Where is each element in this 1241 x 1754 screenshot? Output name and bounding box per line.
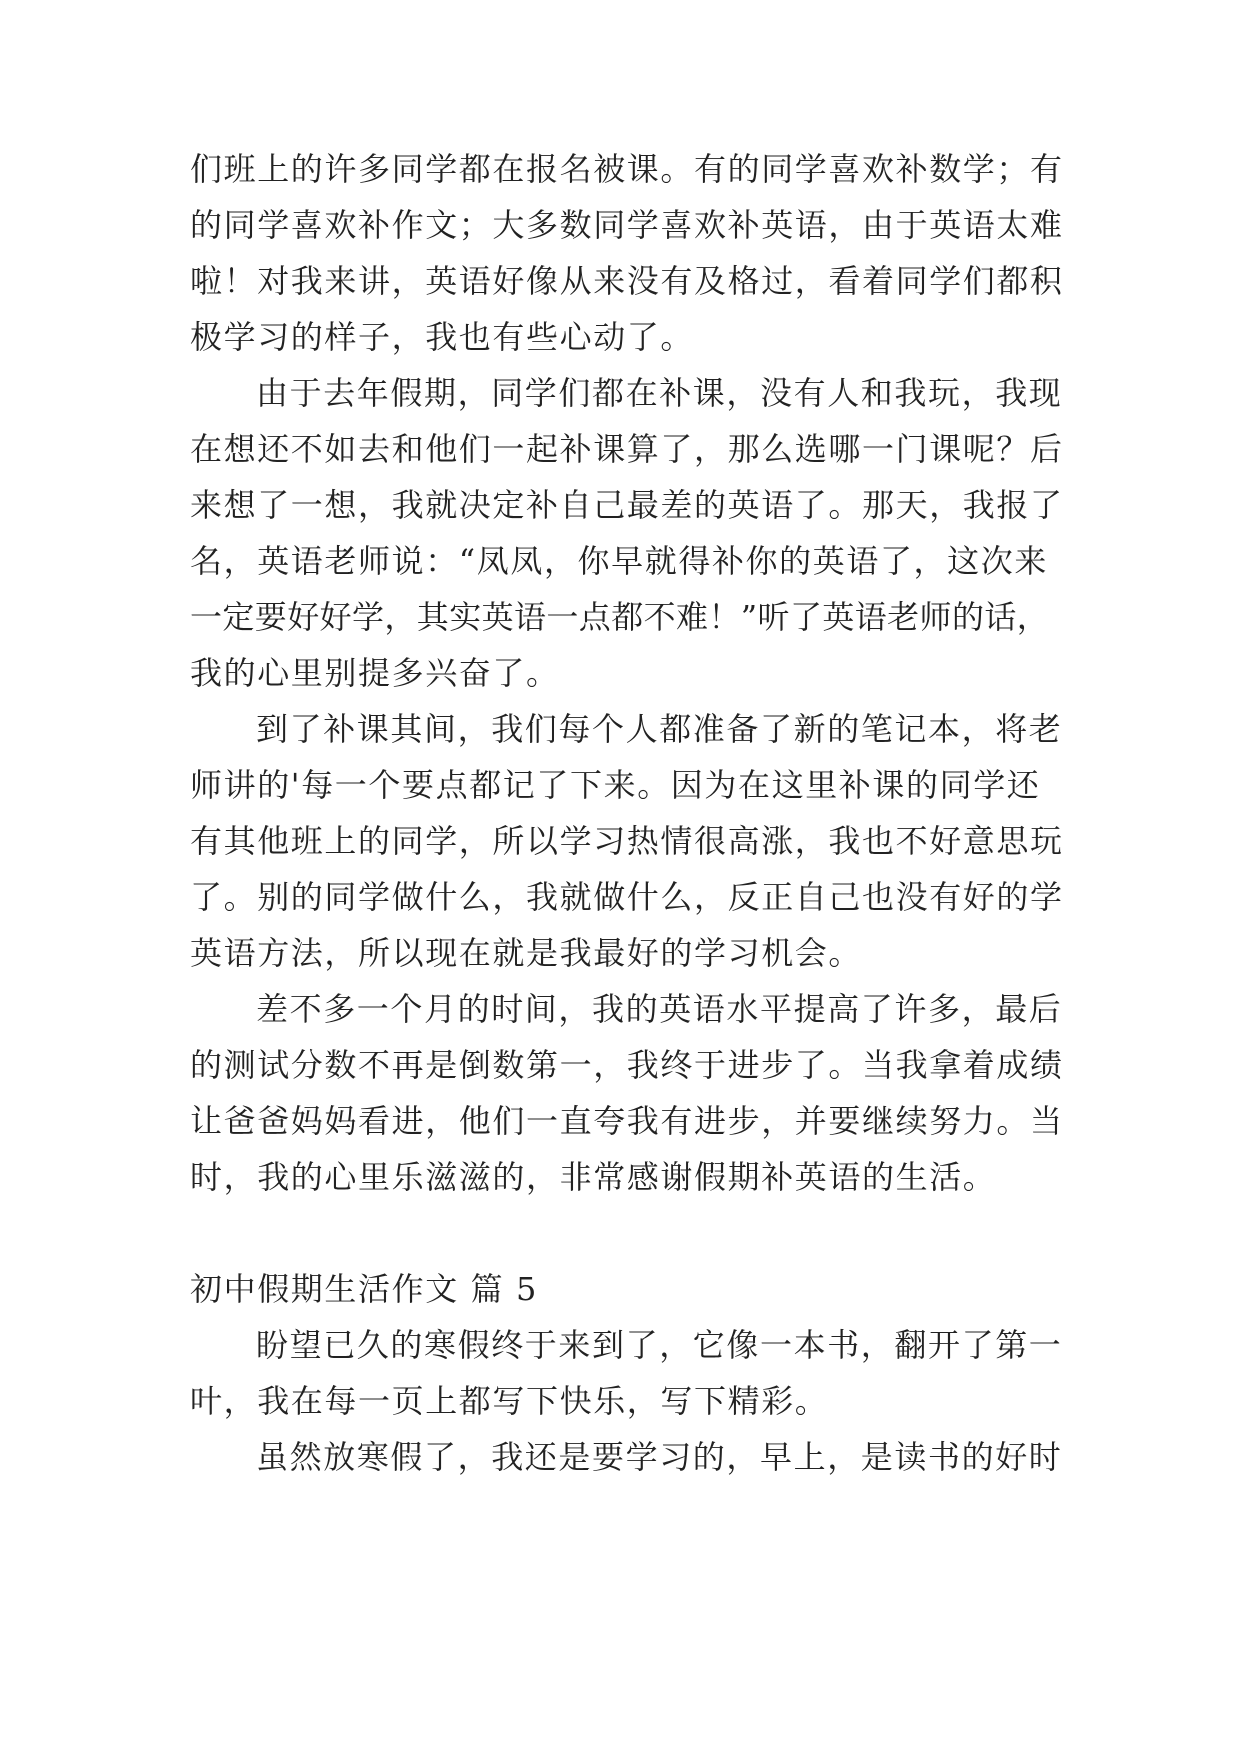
text-line: 了。别的同学做什么，我就做什么，反正自己也没有好的学 (190, 878, 1064, 916)
text-line: 叶，我在每一页上都写下快乐，写下精彩。 (190, 1382, 829, 1420)
paragraph-first-line: 虽然放寒假了，我还是要学习的，早上，是读书的好时 (256, 1438, 1063, 1476)
text-line: 让爸爸妈妈看进，他们一直夸我有进步，并要继续努力。当 (190, 1102, 1064, 1140)
text-line: 一定要好好学，其实英语一点都不难！”听了英语老师的话， (190, 598, 1050, 636)
text-line: 极学习的样子，我也有些心动了。 (190, 318, 695, 356)
text-line: 师讲的'每一个要点都记了下来。因为在这里补课的同学还 (190, 766, 1041, 804)
text-line: 的测试分数不再是倒数第一，我终于进步了。当我拿着成绩 (190, 1046, 1064, 1084)
text-line: 来想了一想，我就决定补自己最差的英语了。那天，我报了 (190, 486, 1064, 524)
paragraph-first-line: 由于去年假期，同学们都在补课，没有人和我玩，我现 (256, 374, 1063, 412)
paragraph-first-line: 到了补课其间，我们每个人都准备了新的笔记本，将老 (256, 710, 1063, 748)
text-line: 我的心里别提多兴奋了。 (190, 654, 560, 692)
text-line: 英语方法，所以现在就是我最好的学习机会。 (190, 934, 863, 972)
text-line: 们班上的许多同学都在报名被课。有的同学喜欢补数学；有 (190, 150, 1064, 188)
text-line: 时，我的心里乐滋滋的，非常感谢假期补英语的生活。 (190, 1158, 997, 1196)
section-heading: 初中假期生活作文 篇 5 (190, 1270, 538, 1308)
text-line: 有其他班上的同学，所以学习热情很高涨，我也不好意思玩 (190, 822, 1064, 860)
text-line: 在想还不如去和他们一起补课算了，那么选哪一门课呢？后 (190, 430, 1064, 468)
text-line: 的同学喜欢补作文；大多数同学喜欢补英语，由于英语太难 (190, 206, 1064, 244)
text-line: 啦！对我来讲，英语好像从来没有及格过，看着同学们都积 (190, 262, 1064, 300)
text-line: 名，英语老师说：“凤凤，你早就得补你的英语了，这次来 (190, 542, 1048, 580)
paragraph-first-line: 差不多一个月的时间，我的英语水平提高了许多，最后 (256, 990, 1063, 1028)
paragraph-first-line: 盼望已久的寒假终于来到了，它像一本书，翻开了第一 (256, 1326, 1063, 1364)
